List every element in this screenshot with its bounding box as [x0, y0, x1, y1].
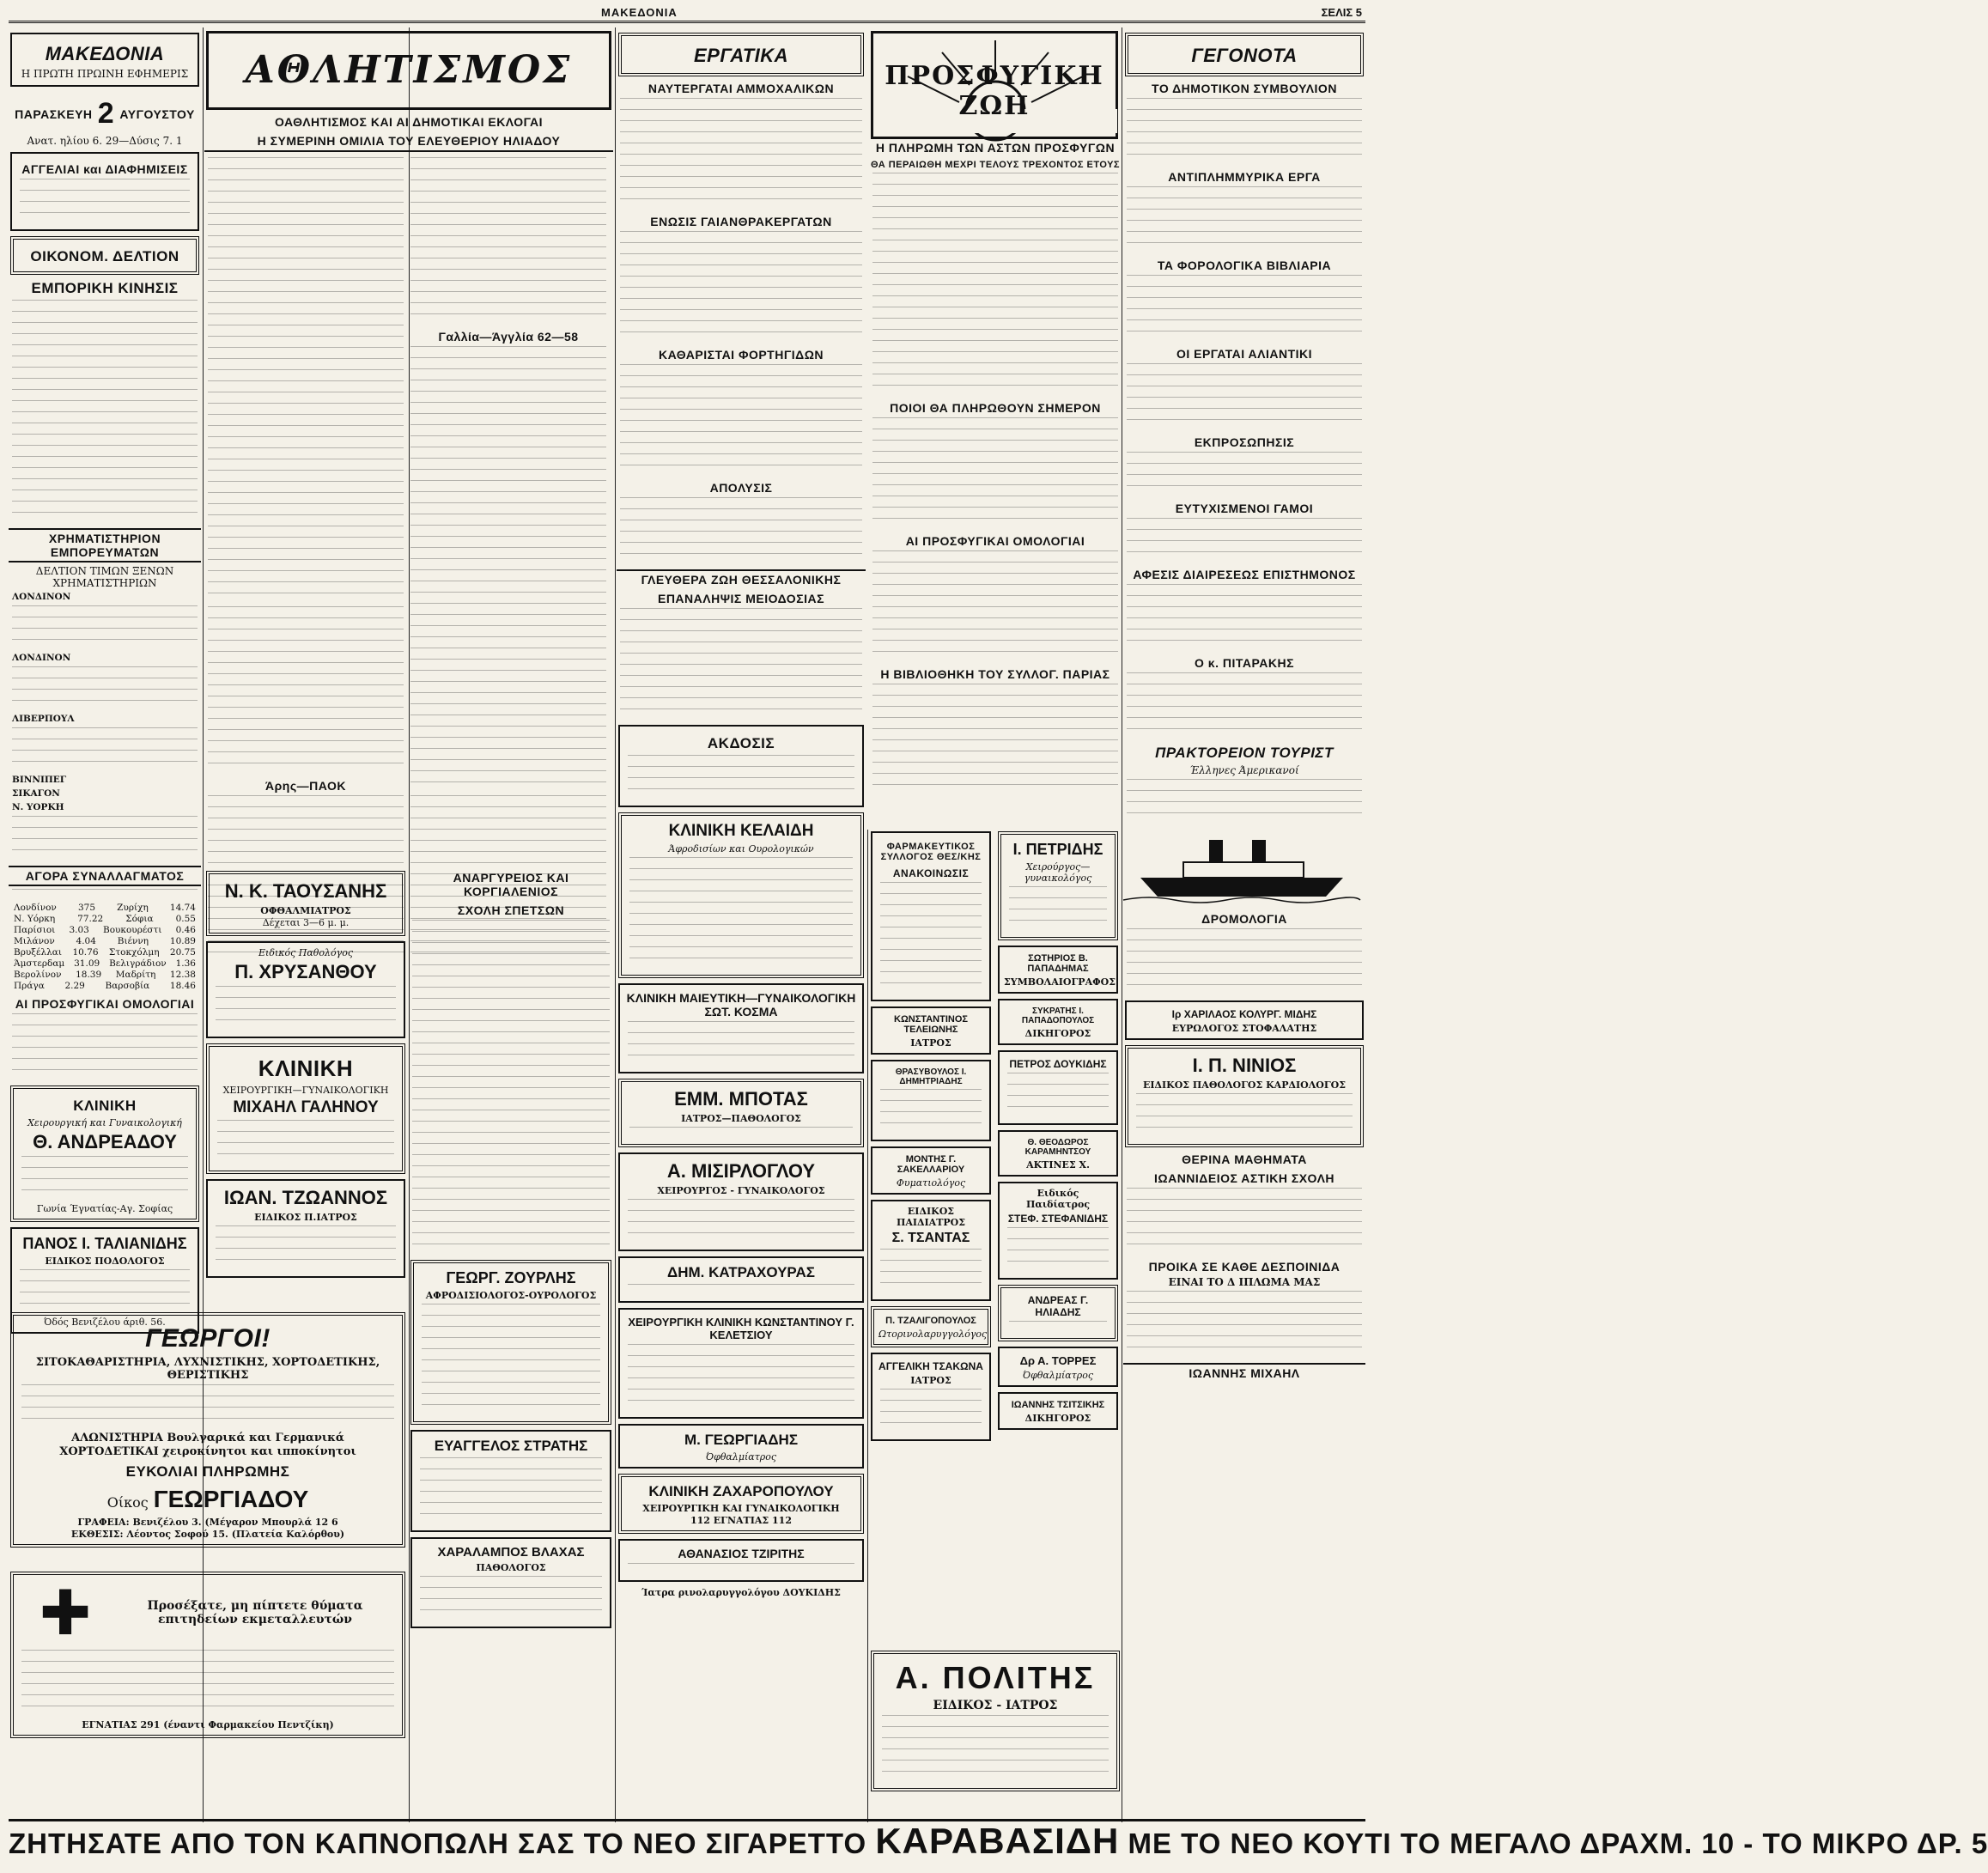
ad-role: Ειδικός Παιδίατρος	[1025, 1188, 1091, 1210]
ad-name: ΚΩΝΣΤΑΝΤΙΝΟΣ ΤΕΛΕΙΩΝΗΣ	[894, 1014, 968, 1035]
papadopoulos-ad	[998, 999, 1118, 1045]
column-rule	[615, 27, 616, 1822]
doukidis-ad: Ίατρα ρινολαρυγγολόγου ΔΟΥΚΙΔΗΣ	[641, 1587, 841, 1598]
politis-ad-column	[869, 1645, 1122, 1817]
ad-name: ΚΛΙΝΙΚΗ ΜΑΙΕΥΤΙΚΗ—ΓΥΝΑΙΚΟΛΟΓΙΚΗ ΣΩΤ. ΚΟΣΜΑ	[626, 991, 856, 1019]
table-row: Βρυξέλλαι 10.76 Στοκχόλμη 20.75	[14, 947, 196, 958]
news-headline: ΓΛΕΥΘΕΡΑ ΖΩΗ ΘΕΣΣΑΛΟΝΙΚΗΣ	[617, 569, 866, 587]
text-block	[410, 346, 606, 793]
match-title: Άρης—ΠΑΟΚ	[265, 779, 346, 793]
text-block	[1127, 452, 1362, 496]
news-headline: ΚΑΘΑΡΙΣΤΑΙ ΦΟΡΤΗΓΙΔΩΝ	[658, 348, 824, 362]
athletics-subheadline: Η ΣΥΜΕΡΙΝΗ ΟΜΙΛΙΑ ΤΟΥ ΕΛΕΥΘΕΡΙΟΥ ΗΛΙΑΔΟΥ	[204, 134, 613, 152]
text-block	[1127, 98, 1362, 165]
text-block	[12, 605, 198, 650]
dimitriadis-ad	[871, 1060, 991, 1141]
ad-name: Π. ΤΖΑΛΙΓΟΠΟΥΛΟΣ	[885, 1316, 976, 1326]
ad-line: ΧΟΡΤΟΔΕΤΙΚΑΙ χειροκίνητοι και ιπποκίνητοι	[59, 1445, 356, 1458]
charilaos-ad	[1125, 1000, 1364, 1040]
ad-name: ΑΓΓΕΛΙΚΗ ΤΣΑΚΩΝΑ	[878, 1360, 983, 1372]
ad-address: Γωνία Έγνατίας-Αγ. Σοφίας	[36, 1203, 173, 1214]
georgiadis-ad	[618, 1424, 864, 1469]
taousanis-ad	[206, 871, 405, 936]
text-block	[882, 1715, 1109, 1782]
ad-name: Θ. ΑΝΔΡΕΑΔΟΥ	[33, 1131, 177, 1152]
tsantas-ad	[871, 1200, 991, 1301]
text-block	[1127, 518, 1362, 563]
bank-subtitle: ΔΕΛΤΙΟΝ ΤΙΜΩΝ ΞΕΝΩΝ ΧΡΗΜΑΤΙΣΤΗΡΙΩΝ	[35, 565, 174, 589]
text-block	[1136, 1093, 1353, 1138]
text-block	[880, 1089, 982, 1134]
ad-role: ΕΥΡΩΛΟΓΟΣ ΣΤΟΦΑΛΑΤΗΣ	[1171, 1023, 1317, 1034]
steamship-icon	[1123, 826, 1360, 903]
farmers-ad-column	[9, 1307, 407, 1565]
ad-name: ΘΡΑΣΥΒΟΥΛΟΣ Ι. ΔΗΜΗΤΡΙΑΔΗΣ	[895, 1067, 967, 1086]
text-block	[1127, 363, 1362, 430]
news-headline: ΑΝΤΙΠΛΗΜΜΥΡΙΚΑ ΕΡΓΑ	[1168, 170, 1321, 184]
news-headline: ΑΙ ΠΡΟΣΦΥΓΙΚΑΙ ΟΜΟΛΟΓΙΑΙ	[905, 534, 1085, 548]
ad-role: ΕΙΔΙΚΟΣ Π.ΙΑΤΡΟΣ	[254, 1212, 357, 1223]
refugee-subheadline: ΘΑ ΠΕΡΑΙΩΘΗ ΜΕΧΡΙ ΤΕΛΟΥΣ ΤΡΕΧΟΝΤΟΣ ΕΤΟΥΣ	[870, 160, 1121, 170]
news-headline: ΕΚΠΡΟΣΩΠΗΣΙΣ	[1194, 435, 1295, 449]
text-block	[420, 1576, 602, 1621]
news-headline: ΟΙ ΕΡΓΑΤΑΙ ΑΛΙΑΝΤΙΚΙ	[1176, 347, 1313, 361]
fx-table	[14, 903, 196, 992]
sakellariou-ad	[871, 1146, 991, 1195]
routes-title: ΔΡΟΜΟΛΟΓΙΑ	[1201, 912, 1287, 926]
ad-line: ΑΛΩΝΙΣΤΗΡΙΑ Βουλγαρικά και Γερμανικά	[71, 1432, 344, 1444]
tzoannos-ad	[206, 1179, 405, 1278]
ad-title: ΓΕΩΡΓΟΙ!	[145, 1324, 271, 1353]
mpotas-ad	[618, 1079, 864, 1147]
table-row: Πράγα 2.29 Βαρσοβία 18.46	[14, 981, 196, 991]
text-block	[880, 1249, 982, 1293]
city-list-item: Ν. ΥΟΡΚΗ	[12, 802, 64, 812]
text-block	[1127, 672, 1362, 739]
ad-name: Θ. ΘΕΟΔΩΡΟΣ ΚΑΡΑΜΗΝΤΣΟΥ	[1024, 1138, 1091, 1157]
text-block	[872, 684, 1118, 795]
column-2-ads-left	[204, 866, 407, 1304]
table-row: Ν. Υόρκη 77.22 Σόφια 0.55	[14, 914, 196, 924]
ad-title: ΦΑΡΜΑΚΕΥΤΙΚΟΣ ΣΥΛΛΟΓΟΣ ΘΕΣ/ΚΗΣ	[880, 842, 982, 862]
ad-description: Χειρουργική και Γυναικολογική	[27, 1117, 182, 1128]
ad-role: ΑΦΡΟΔΙΣΙΟΛΟΓΟΣ-ΟΥΡΟΛΟΓΟΣ	[425, 1290, 597, 1301]
text-block	[872, 417, 1118, 529]
table-row: Μιλάνον 4.04 Βιέννη 10.89	[14, 936, 196, 946]
keletsiou-ad	[618, 1308, 864, 1419]
ninios-ad	[1125, 1045, 1364, 1147]
ad-name: Α. ΜΙΣΙΡΛΟΓΛΟΥ	[666, 1160, 816, 1182]
athletics-logo: ΑΘΛΗΤΙΣΜΟΣ	[206, 31, 611, 110]
ad-body: ΣΙΤΟΚΑΘΑΡΙΣΤΗΡΙΑ, ΛΥΧΝΙΣΤΙΚΗΣ, ΧΟΡΤΟΔΕΤΙΚΗΣ, ΘΕΡΙΣΤΙΚΗΣ	[35, 1356, 380, 1382]
athletics-columns	[204, 155, 613, 965]
petridis-ad	[998, 831, 1118, 940]
text-block	[1127, 1188, 1362, 1255]
text-block	[410, 157, 606, 325]
school-title: ΙΩΑΝΝΙΔΕΙΟΣ ΑΣΤΙΚΗ ΣΧΟΛΗ	[1153, 1171, 1335, 1185]
text-block	[208, 606, 404, 774]
text-block	[12, 889, 198, 900]
ad-role: Ειδικός Παθολόγος	[258, 947, 353, 958]
zacharopoulou-ad	[618, 1474, 864, 1534]
page-number: ΣΕΛΙΣ 5	[1321, 6, 1362, 19]
masthead	[9, 5, 1365, 23]
date-number: 2	[97, 97, 115, 130]
paper-logo-box	[10, 33, 199, 87]
papadimas-ad	[998, 946, 1118, 994]
text-block	[628, 1563, 854, 1574]
athletics-col-b	[407, 155, 610, 965]
funeral-ad	[10, 1572, 405, 1738]
tziritis-ad	[618, 1539, 864, 1582]
news-headline: ΠΟΙΟΙ ΘΑ ΠΛΗΡΩΘΟΥΝ ΣΗΜΕΡΟΝ	[890, 401, 1101, 415]
politis-ad	[871, 1651, 1120, 1791]
news-headline: ΤΑ ΦΟΡΟΛΟΓΙΚΑ ΒΙΒΛΙΑΡΙΑ	[1157, 258, 1332, 272]
ad-role: ΔΙΚΗΓΟΡΟΣ	[1024, 1028, 1091, 1039]
ad-description: ΧΕΙΡΟΥΡΓΙΚΗ ΚΑΙ ΓΥΝΑΙΚΟΛΟΓΙΚΗ	[642, 1503, 840, 1514]
ad-role: ΕΙΔΙΚΟΣ - ΙΑΤΡΟΣ	[933, 1699, 1058, 1712]
iliadis-ad	[998, 1285, 1118, 1341]
house-label: Οίκος	[106, 1494, 149, 1511]
text-block	[628, 1021, 854, 1066]
banner-lead: ΖΗΤΗΣΑΤΕ ΑΠΟ ΤΟΝ ΚΑΠΝΟΠΩΛΗ ΣΑΣ ΤΟ ΝΕΟ ΣΙΓΑΡΕΤΤΟ	[9, 1827, 867, 1859]
city-list-item: ΒΙΝΝΙΠΕΓ	[12, 775, 67, 785]
ad-role: Φυματιολόγος	[896, 1177, 966, 1189]
ad-name: Α. ΠΟΛΙΤΗΣ	[895, 1660, 1096, 1695]
column-2-top	[204, 27, 613, 886]
ad-name: ΔΗΜ. ΚΑΤΡΑΧΟΥΡΑΣ	[667, 1264, 815, 1280]
ad-address: 112 ΕΓΝΑΤΙΑΣ 112	[690, 1515, 792, 1526]
ad-role: ΠΑΘΟΛΟΓΟΣ	[476, 1562, 546, 1573]
market-title: ΕΜΠΟΡΙΚΗ ΚΙΝΗΣΙΣ	[31, 280, 179, 296]
torres-ad	[998, 1347, 1118, 1387]
ad-name: ΠΑΝΟΣ Ι. ΤΑΛΙΑΝΙΔΗΣ	[22, 1235, 187, 1252]
house-line	[18, 1483, 398, 1516]
banner-tail: ΜΕ ΤΟ ΝΕΟ ΚΟΥΤΙ ΤΟ ΜΕΓΑΛΟ ΔΡΑΧΜ. 10 - ΤΟ ΜΙΚΡΟ ΔΡ. 5	[1128, 1827, 1988, 1859]
text-block	[12, 727, 198, 772]
ad-name: ΕΜΜ. ΜΠΟΤΑΣ	[674, 1088, 808, 1110]
pharmacists-ad	[871, 831, 991, 1001]
news-headline: ΑΦΕΣΙΣ ΔΙΑΙΡΕΣΕΩΣ ΕΠΙΣΤΗΜΟΝΟΣ	[1133, 568, 1356, 581]
ad-role: ΙΑΤΡΟΣ—ΠΑΘΟΛΟΓΟΣ	[681, 1113, 801, 1124]
tourist-title: ΠΡΑΚΤΟΡΕΙΟΝ ΤΟΥΡΙΣΤ	[1155, 745, 1334, 761]
text-block	[216, 1225, 396, 1270]
table-row: Λονδίνον 375 Ζυρίχη 14.74	[14, 903, 196, 913]
ad-role: Χειρούργος—γυναικολόγος	[1024, 861, 1092, 884]
ad-name: ΠΕΤΡΟΣ ΔΟΥΚΙΔΗΣ	[1009, 1058, 1107, 1070]
ad-role: Ωτορινολαρυγγολόγος	[878, 1329, 988, 1340]
news-headline: ΕΥΤΥΧΙΣΜΕΝΟΙ ΓΑΜΟΙ	[1175, 502, 1314, 515]
funeral-address: ΕΓΝΑΤΙΑΣ 291 (έναντι Φαρμακείου Πεντζίκη)	[82, 1719, 334, 1730]
ad-role: ΔΙΚΗΓΟΡΟΣ	[1024, 1413, 1091, 1424]
ad-role: ΟΦΘΑΛΜΙΑΤΡΟΣ	[260, 905, 351, 916]
ad-name: Ι. Π. ΝΙΝΙΟΣ	[1192, 1055, 1297, 1076]
ad-name: ΑΘΑΝΑΣΙΟΣ ΤΖΙΡΙΤΗΣ	[678, 1547, 805, 1560]
ad-name: Σ. ΤΣΑΝΤΑΣ	[891, 1231, 970, 1245]
ad-name: ΣΩΤΗΡΙΟΣ Β. ΠΑΠΑΔΗΜΑΣ	[1027, 953, 1089, 974]
text-block	[208, 157, 404, 604]
ads-subtitle: ΕΙΝΑΙ ΤΟ Δ ΙΠΛΩΜΑ ΜΑΣ	[1168, 1276, 1321, 1288]
text-block	[1009, 886, 1107, 931]
ad-description: ΧΕΙΡΟΥΡΓΙΚΗ—ΓΥΝΑΙΚΟΛΟΓΙΚΗ	[222, 1085, 389, 1096]
text-block	[420, 1457, 602, 1524]
ad-role: ΕΙΔΙΚΟΣ ΠΑΘΟΛΟΓΟΣ ΚΑΡΔΙΟΛΟΓΟΣ	[1142, 1079, 1347, 1091]
ad-name: ΓΕΩΡΓ. ΖΟΥΡΛΗΣ	[446, 1269, 576, 1286]
ad-description: Άφροδισίων και Ουρολογικών	[668, 843, 814, 854]
text-block	[880, 1389, 982, 1433]
text-block	[628, 1199, 854, 1244]
vlachas-ad	[410, 1537, 611, 1628]
teleionis-ad	[871, 1006, 991, 1055]
bank-title: ΧΡΗΜΑΤΙΣΤΗΡΙΟΝ ΕΜΠΟΡΕΥΜΑΤΩΝ	[9, 528, 201, 563]
city-list-item: ΛΟΝΔΙΝΟΝ	[12, 592, 71, 602]
ad-name: ΜΟΝΤΗΣ Γ. ΣΑΚΕΛΛΑΡΙΟΥ	[897, 1154, 965, 1175]
ad-name: Μ. ΓΕΩΡΓΙΑΔΗΣ	[684, 1432, 799, 1448]
ad-name: ΙΩΑΝΝΗΣ ΤΣΙΤΣΙΚΗΣ	[1011, 1400, 1105, 1410]
refugee-content	[869, 136, 1122, 823]
text-block	[216, 986, 396, 1031]
date-month: ΑΥΓΟΥΣΤΟΥ	[119, 106, 195, 121]
ad-name: ΑΝΔΡΕΑΣ Γ. ΗΛΙΑΔΗΣ	[1027, 1294, 1089, 1318]
refugee-life-logo	[871, 31, 1118, 139]
payment-terms: ΕΥΚΟΛΙΑΙ ΠΛΗΡΩΜΗΣ	[125, 1463, 290, 1480]
text-block	[21, 1156, 188, 1201]
tsakona-ad	[871, 1353, 991, 1441]
ad-role: ΙΑΤΡΟΣ	[910, 1375, 951, 1386]
cross-icon: ✚	[39, 1577, 92, 1649]
text-block	[872, 550, 1118, 662]
stratis-ad	[410, 1430, 611, 1532]
ad-role: Όφθαλμίατρος	[705, 1451, 777, 1463]
table-row: Βερολίνον 18.39 Μαδρίτη 12.38	[14, 970, 196, 980]
exchange-title: ΑΓΟΡΑ ΣΥΝΑΛΛΑΓΜΑΤΟΣ	[9, 866, 201, 886]
refugee-life-word: ΠΡΟΣΦΥΓΙΚΗ ΖΩΗ	[885, 61, 1104, 121]
karamintsou-ad	[998, 1130, 1118, 1177]
column-2-ads-right	[409, 866, 613, 1819]
ad-address: Όδός Βενιζέλου άριθ. 56.	[44, 1317, 166, 1328]
text-block	[1127, 275, 1362, 342]
school-title: ΑΝΑΡΓΥΡΕΙΟΣ ΚΑΙ ΚΟΡΓΙΑΛΕΝΙΟΣ	[453, 871, 569, 898]
news-headline: ΑΠΟΛΥΣΙΣ	[709, 481, 773, 495]
text-block	[880, 882, 982, 994]
text-block	[872, 173, 1118, 396]
farmers-ad	[10, 1312, 405, 1548]
ad-hours: Δέχεται 3—6 μ. μ.	[262, 917, 350, 928]
refugee-headline: Η ΠΛΗΡΩΜΗ ΤΩΝ ΑΣΤΩΝ ΠΡΟΣΦΥΓΩΝ	[875, 141, 1116, 155]
column-1	[9, 27, 201, 1328]
galinou-ad	[206, 1043, 405, 1174]
ad-name: Ν. Κ. ΤΑΟΥΣΑΝΗΣ	[224, 880, 387, 902]
chrysanthou-ad	[206, 941, 405, 1038]
ad-name: ΣΤΕΦ. ΣΤΕΦΑΝΙΔΗΣ	[1007, 1213, 1109, 1225]
ad-name: ΧΑΡΑΛΑΜΠΟΣ ΒΛΑΧΑΣ	[437, 1545, 585, 1560]
misirloglou-ad	[618, 1152, 864, 1251]
exhibit-address: ΕΚΘΕΣΙΣ: Λέοντος Σοφού 15. (Πλατεία Καλόρθου)	[70, 1529, 345, 1540]
ad-role: ΣΥΜΒΟΛΑΙΟΓΡΑΦΟΣ	[1004, 976, 1116, 988]
ad-name: ΧΕΙΡΟΥΡΓΙΚΗ ΚΛΙΝΙΚΗ ΚΩΝΣΤΑΝΤΙΝΟΥ Γ. ΚΕΛΕΤΣΙΟΥ	[628, 1316, 854, 1341]
date-day: ΠΑΡΑΣΚΕΥΗ	[15, 106, 93, 121]
text-block	[629, 857, 853, 969]
athletics-col-a	[204, 155, 407, 965]
econ-title: ΟΙΚΟΝΟΜ. ΔΕΛΤΙΟΝ	[30, 248, 179, 265]
ad-role: ΑΚΤΙΝΕΣ Χ.	[1026, 1159, 1090, 1171]
tsaligopoulos-ad	[871, 1306, 991, 1347]
news-headline: ΝΑΥΤΕΡΓΑΤΑΙ ΑΜΜΟΧΑΛΙΚΩΝ	[647, 82, 835, 95]
news-headline: Ο κ. ΠΙΤΑΡΑΚΗΣ	[1194, 656, 1295, 670]
text-block	[629, 1127, 853, 1138]
ad-title: ΚΛΙΝΙΚΗ	[73, 1098, 137, 1114]
ad-name: Ι. ΠΕΤΡΙΔΗΣ	[1012, 841, 1103, 858]
ad-role: ΕΙΔΙΚΟΣ ΠΟΔΟΛΟΓΟΣ	[45, 1256, 165, 1267]
funeral-notice: Προσέξατε, μη πίπτετε θύματα επιτηδείων εκμεταλλευτών	[147, 1599, 363, 1627]
katrachouras-ad	[618, 1256, 864, 1303]
text-block	[628, 1284, 854, 1295]
summer-title: ΘΕΡΙΝΑ ΜΑΘΗΜΑΤΑ	[1182, 1152, 1307, 1166]
funeral-ad-top	[18, 1578, 398, 1647]
kosma-ad	[618, 983, 864, 1073]
text-block	[21, 1650, 394, 1717]
ads-box-title: ΑΓΓΕΛΙΑΙ και ΔΙΑΦΗΜΙΣΕΙΣ	[21, 162, 188, 176]
events-title-box	[1125, 33, 1364, 76]
cigarette-banner	[9, 1819, 1988, 1861]
tsitsikis-ad	[998, 1392, 1118, 1430]
text-block	[12, 816, 198, 860]
text-block	[1127, 1291, 1362, 1358]
text-block	[412, 920, 610, 1255]
text-block	[217, 1120, 394, 1165]
ads-title: ΠΡΟΙΚΑ ΣΕ ΚΑΘΕ ΔΕΣΠΟΙΝΙΔΑ	[1148, 1260, 1341, 1274]
doukidis-ad	[998, 1050, 1118, 1125]
paper-name: ΜΑΚΕΔΟΝΙΑ	[45, 43, 165, 64]
news-headline: ΤΟ ΔΗΜΟΤΙΚΟΝ ΣΥΜΒΟΥΛΙΟΝ	[1152, 82, 1337, 95]
ad-name: ΚΛΙΝΙΚΗ ΚΕΛΑΙΔΗ	[668, 822, 814, 840]
ad-name: ΜΙΧΑΗΛ ΓΑΛΗΝΟΥ	[233, 1098, 379, 1116]
text-block	[12, 300, 198, 523]
match-title: Γαλλία—Άγγλία 62—58	[438, 330, 579, 344]
paper-tagline: Η ΠΡΩΤΗ ΠΡΩΙΝΗ ΕΦΗΜΕΡΙΣ	[21, 68, 189, 80]
zourlis-ad	[410, 1260, 611, 1425]
text-block	[628, 1344, 854, 1411]
text-block	[1007, 1073, 1109, 1117]
ad-title: ΑΚΔΟΣΙΣ	[707, 735, 775, 751]
ad-name: ΚΛΙΝΙΚΗ ΖΑΧΑΡΟΠΟΥΛΟΥ	[648, 1483, 834, 1499]
text-block	[12, 666, 198, 711]
events-title: ΓΕΓΟΝΟΤΑ	[1191, 45, 1298, 66]
ad-role: ΙΑΤΡΟΣ	[910, 1037, 951, 1049]
date-line	[12, 92, 198, 133]
stefanidis-ad	[998, 1182, 1118, 1280]
funeral-ad-column	[9, 1566, 407, 1822]
school-subtitle: ΣΧΟΛΗ ΣΠΕΤΣΩΝ	[457, 903, 565, 917]
ad-name: Π. ΧΡΥΣΑΝΘΟΥ	[234, 961, 377, 982]
text-block	[20, 179, 190, 223]
andreadou-ad	[10, 1085, 199, 1222]
news-headline: ΕΝΩΣΙΣ ΓΑΙΑΝΘΡΑΚΕΡΓΑΤΩΝ	[650, 215, 832, 228]
news-headline: ΕΠΑΝΑΛΗΨΙΣ ΜΕΙΟΔΟΣΙΑΣ	[657, 592, 825, 605]
ad-name: ΕΥΑΓΓΕΛΟΣ ΣΤΡΑΤΗΣ	[434, 1438, 588, 1454]
michael-name: ΙΩΑΝΝΗΣ ΜΙΧΑΗΛ	[1123, 1363, 1365, 1380]
kelaidi-ad	[618, 812, 864, 978]
text-block	[12, 1013, 198, 1080]
refugee-bonds-title: ΑΙ ΠΡΟΣΦΥΓΙΚΑΙ ΟΜΟΛΟΓΙΑΙ	[15, 997, 195, 1011]
column-rule	[867, 830, 868, 1822]
city-list-item: ΣΙΚΑΓΟΝ	[12, 788, 60, 799]
ad-role: ΧΕΙΡΟΥΡΓΟΣ - ΓΥΝΑΙΚΟΛΟΓΟΣ	[657, 1185, 825, 1196]
text-block	[1007, 1227, 1109, 1272]
column-6	[1123, 27, 1365, 1817]
house-name: ΓΕΩΡΓΙΑΔΟΥ	[153, 1486, 309, 1512]
tourist-subtitle: Έλληνες Άμερικανοί	[1189, 764, 1299, 776]
masthead-title: ΜΑΚΕΔΟΝΙΑ	[601, 6, 678, 19]
text-block	[1127, 186, 1362, 253]
text-block	[1127, 779, 1362, 824]
text-block	[21, 1384, 394, 1429]
text-block	[1127, 928, 1362, 995]
labor-title: ΕΡΓΑΤΙΚΑ	[693, 45, 789, 66]
ad-name: ΙΩΑΝ. ΤΖΩΑΝΝΟΣ	[223, 1187, 388, 1208]
ad-name: Ιρ ΧΑΡΙΛΑΟΣ ΚΟΛΥΡΓ. ΜΙΔΗΣ	[1171, 1008, 1317, 1020]
ads-box	[10, 152, 199, 231]
city-list-item: ΛΙΒΕΡΠΟΥΛ	[12, 714, 75, 724]
athletics-headline: ΟΑΘΛΗΤΙΣΜΟΣ ΚΑΙ ΑΙ ΔΗΜΟΤΙΚΑΙ ΕΚΛΟΓΑΙ	[274, 115, 544, 129]
banner-brand: ΚΑΡΑΒΑΣΙΔΗ	[875, 1821, 1120, 1861]
sun-times: Ανατ. ηλίου 6. 29—Δύσις 7. 1	[27, 135, 183, 147]
table-row: Παρίσιοι 3.03 Βουκουρέστι 0.46	[14, 925, 196, 935]
text-block	[1127, 584, 1362, 651]
table-row: Άμστερδαμ 31.09 Βελιγράδιον 1.36	[14, 958, 196, 969]
news-headline: Η ΒΙΒΛΙΟΘΗΚΗ ΤΟΥ ΣΥΛΛΟΓ. ΠΑΡΙΑΣ	[880, 667, 1110, 681]
text-block	[1009, 1321, 1107, 1332]
ad-subtitle: ΑΝΑΚΟΙΝΩΣΙΣ	[892, 867, 970, 879]
ad-title: ΚΛΙΝΙΚΗ	[258, 1055, 354, 1081]
ad-role: ΕΙΔΙΚΟΣ ΠΑΙΔΙΑΤΡΟΣ	[896, 1206, 966, 1228]
text-block	[422, 1304, 600, 1415]
econ-title-box	[10, 236, 199, 275]
offices-address: ΓΡΑΦΕΙΑ: Βενιζέλου 3. (Μέγαρον Μπουρλά 12 6	[77, 1517, 338, 1528]
ad-role: Όφθαλμίατρος	[1022, 1370, 1094, 1381]
ad-name: Δρ Α. ΤΟΡΡΕΣ	[1019, 1354, 1097, 1367]
ad-name: ΣΥΚΡΑΤΗΣ Ι. ΠΑΠΑΔΟΠΟΥΛΟΣ	[1021, 1006, 1095, 1025]
city-list-item: ΛΟΝΔΙΝΟΝ	[12, 653, 71, 663]
